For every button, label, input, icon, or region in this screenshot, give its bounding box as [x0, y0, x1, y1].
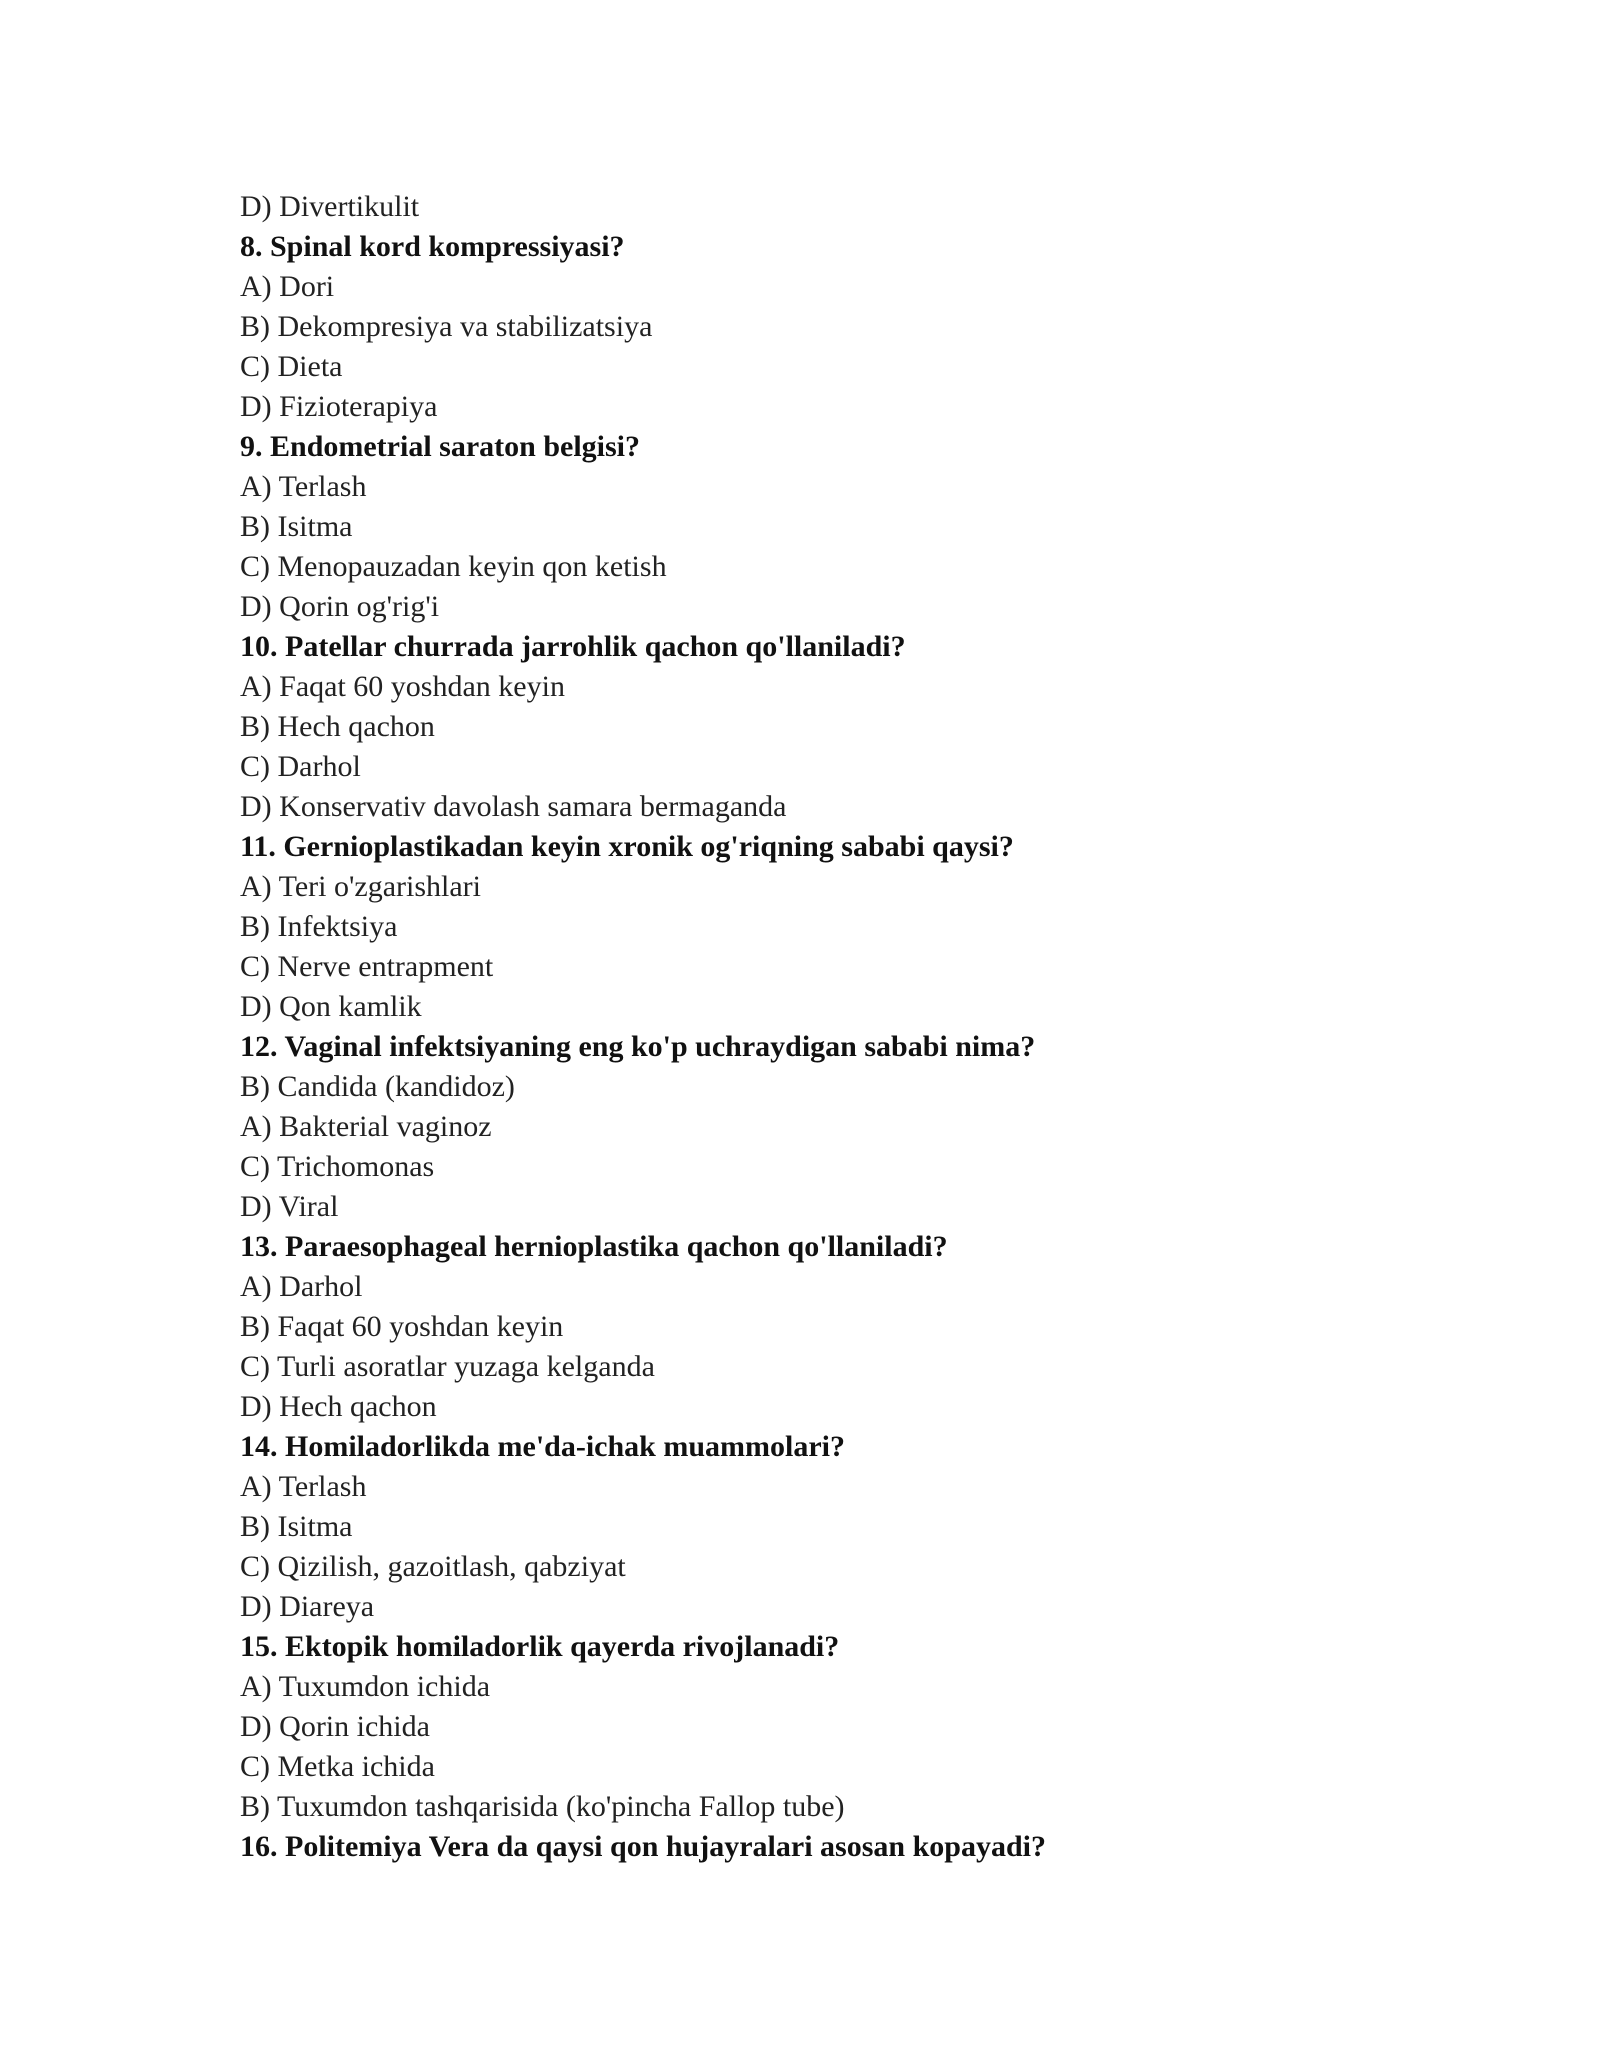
option-line: C) Metka ichida	[240, 1750, 435, 1783]
question-block	[240, 427, 1440, 627]
option-line: C) Dieta	[240, 350, 343, 383]
question-block	[240, 827, 1440, 1027]
option-line: A) Dori	[240, 270, 335, 303]
option-line: C) Qizilish, gazoitlash, qabziyat	[240, 1550, 626, 1583]
option-line: A) Darhol	[240, 1270, 363, 1303]
option-line: B) Isitma	[240, 510, 353, 543]
question-heading: 12. Vaginal infektsiyaning eng ko'p uchraydigan sababi nima?	[240, 1030, 1036, 1063]
question-block	[240, 627, 1440, 827]
option-line: B) Isitma	[240, 1510, 353, 1543]
option-line: B) Hech qachon	[240, 710, 435, 743]
option-line: C) Trichomonas	[240, 1150, 435, 1183]
option-line: B) Candida (kandidoz)	[240, 1070, 515, 1103]
option-line: C) Nerve entrapment	[240, 950, 494, 983]
question-heading: 15. Ektopik homiladorlik qayerda rivojlanadi?	[240, 1630, 840, 1663]
option-line: D) Qon kamlik	[240, 990, 422, 1023]
question-heading: 10. Patellar churrada jarrohlik qachon qo'llaniladi?	[240, 630, 906, 663]
option-line: D) Viral	[240, 1190, 339, 1223]
option-line: A) Bakterial vaginoz	[240, 1110, 492, 1143]
question-block	[240, 1827, 1440, 1867]
question-heading: 9. Endometrial saraton belgisi?	[240, 430, 641, 463]
option-line: A) Faqat 60 yoshdan keyin	[240, 670, 565, 703]
option-line: B) Faqat 60 yoshdan keyin	[240, 1310, 564, 1343]
question-block	[240, 227, 1440, 427]
option-line: A) Terlash	[240, 470, 367, 503]
option-line: C) Menopauzadan keyin qon ketish	[240, 550, 667, 583]
option-line: C) Darhol	[240, 750, 361, 783]
option-line: A) Tuxumdon ichida	[240, 1670, 491, 1703]
option-line: D) Qorin og'rig'i	[240, 590, 440, 623]
question-block	[240, 1027, 1440, 1227]
question-block	[240, 1227, 1440, 1427]
question-heading: 8. Spinal kord kompressiyasi?	[240, 230, 625, 263]
question-heading: 14. Homiladorlikda me'da-ichak muammolari?	[240, 1430, 846, 1463]
option-line: D) Hech qachon	[240, 1390, 437, 1423]
option-line: C) Turli asoratlar yuzaga kelganda	[240, 1350, 655, 1383]
question-heading: 11. Gernioplastikadan keyin xronik og'riqning sababi qaysi?	[240, 830, 1014, 863]
question-list	[240, 187, 1440, 1867]
option-line: B) Tuxumdon tashqarisida (ko'pincha Fallop tube)	[240, 1790, 845, 1823]
question-heading: 16. Politemiya Vera da qaysi qon hujayralari asosan kopayadi?	[240, 1830, 1046, 1863]
question-heading: 13. Paraesophageal hernioplastika qachon qo'llaniladi?	[240, 1230, 948, 1263]
option-line: D) Diareya	[240, 1590, 375, 1623]
question-block	[240, 1427, 1440, 1627]
option-line: A) Teri o'zgarishlari	[240, 870, 481, 903]
option-line: D) Divertikulit	[240, 190, 420, 223]
option-line: A) Terlash	[240, 1470, 367, 1503]
option-line: D) Konservativ davolash samara bermaganda	[240, 790, 787, 823]
option-line: D) Qorin ichida	[240, 1710, 430, 1743]
question-block	[240, 1627, 1440, 1827]
option-line: B) Dekompresiya va stabilizatsiya	[240, 310, 653, 343]
option-line: D) Fizioterapiya	[240, 390, 438, 423]
option-line: B) Infektsiya	[240, 910, 398, 943]
